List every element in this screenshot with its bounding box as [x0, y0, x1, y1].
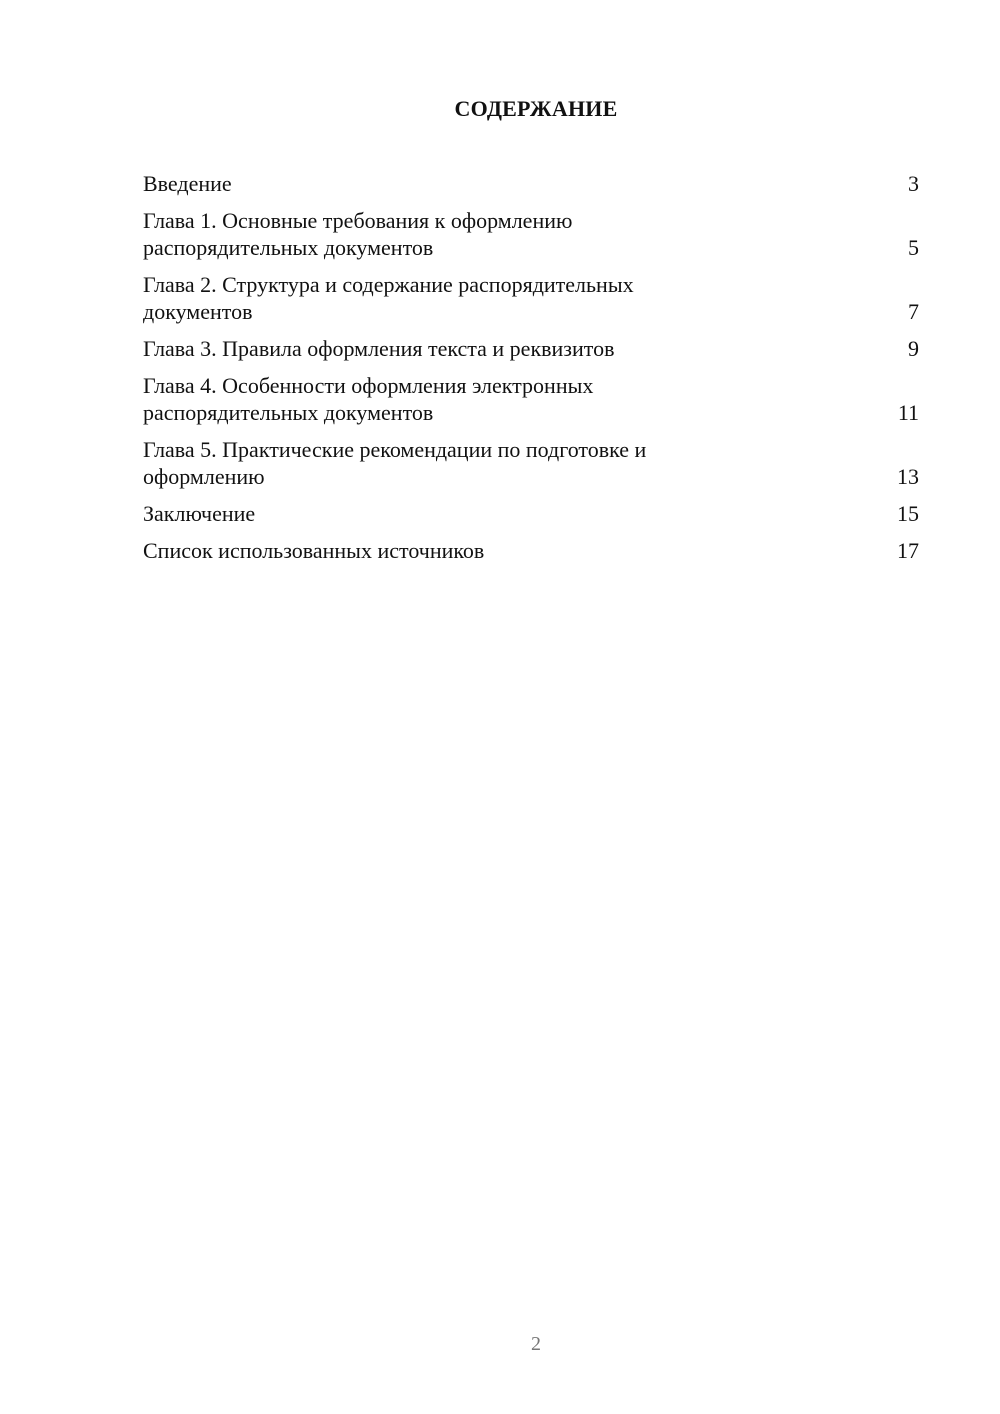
toc-entry-chapter-4: [143, 372, 919, 426]
toc-entry-chapter-2: [143, 271, 919, 325]
toc-entry-page: 7: [908, 299, 919, 324]
toc-entry-title: Список использованных источников: [143, 538, 485, 563]
toc-entry-chapter-1: [143, 207, 919, 261]
toc-entry-page: 13: [897, 464, 919, 489]
toc-entry-title: Глава 2. Структура и содержание распорядительных документов: [143, 272, 634, 324]
toc-entry-page: 17: [897, 538, 919, 563]
toc-entry-title: Введение: [143, 171, 232, 196]
toc-entry-page: 3: [908, 171, 919, 196]
toc-entry-page: 5: [908, 235, 919, 260]
toc-entry-conclusion: [143, 500, 919, 527]
toc-entry-references: [143, 537, 919, 564]
toc-entry-title: Глава 1. Основные требования к оформлению распорядительных документов: [143, 208, 573, 260]
toc-entry-title: Глава 3. Правила оформления текста и реквизитов: [143, 336, 615, 361]
toc-entry-page: 15: [897, 501, 919, 526]
toc-entry-introduction: [143, 170, 919, 197]
toc-entry-page: 9: [908, 336, 919, 361]
toc-entry-title: Глава 4. Особенности оформления электронных распорядительных документов: [143, 373, 594, 425]
page-title: СОДЕРЖАНИЕ: [454, 96, 618, 121]
toc-entry-chapter-3: [143, 335, 919, 362]
page-number: 2: [531, 1333, 541, 1355]
toc-entry-title: Заключение: [143, 501, 256, 526]
toc-entry-chapter-5: [143, 436, 919, 490]
toc-entry-title: Глава 5. Практические рекомендации по подготовке и оформлению: [143, 437, 647, 489]
toc-entry-page: 11: [897, 400, 919, 425]
table-of-contents: [143, 170, 919, 574]
